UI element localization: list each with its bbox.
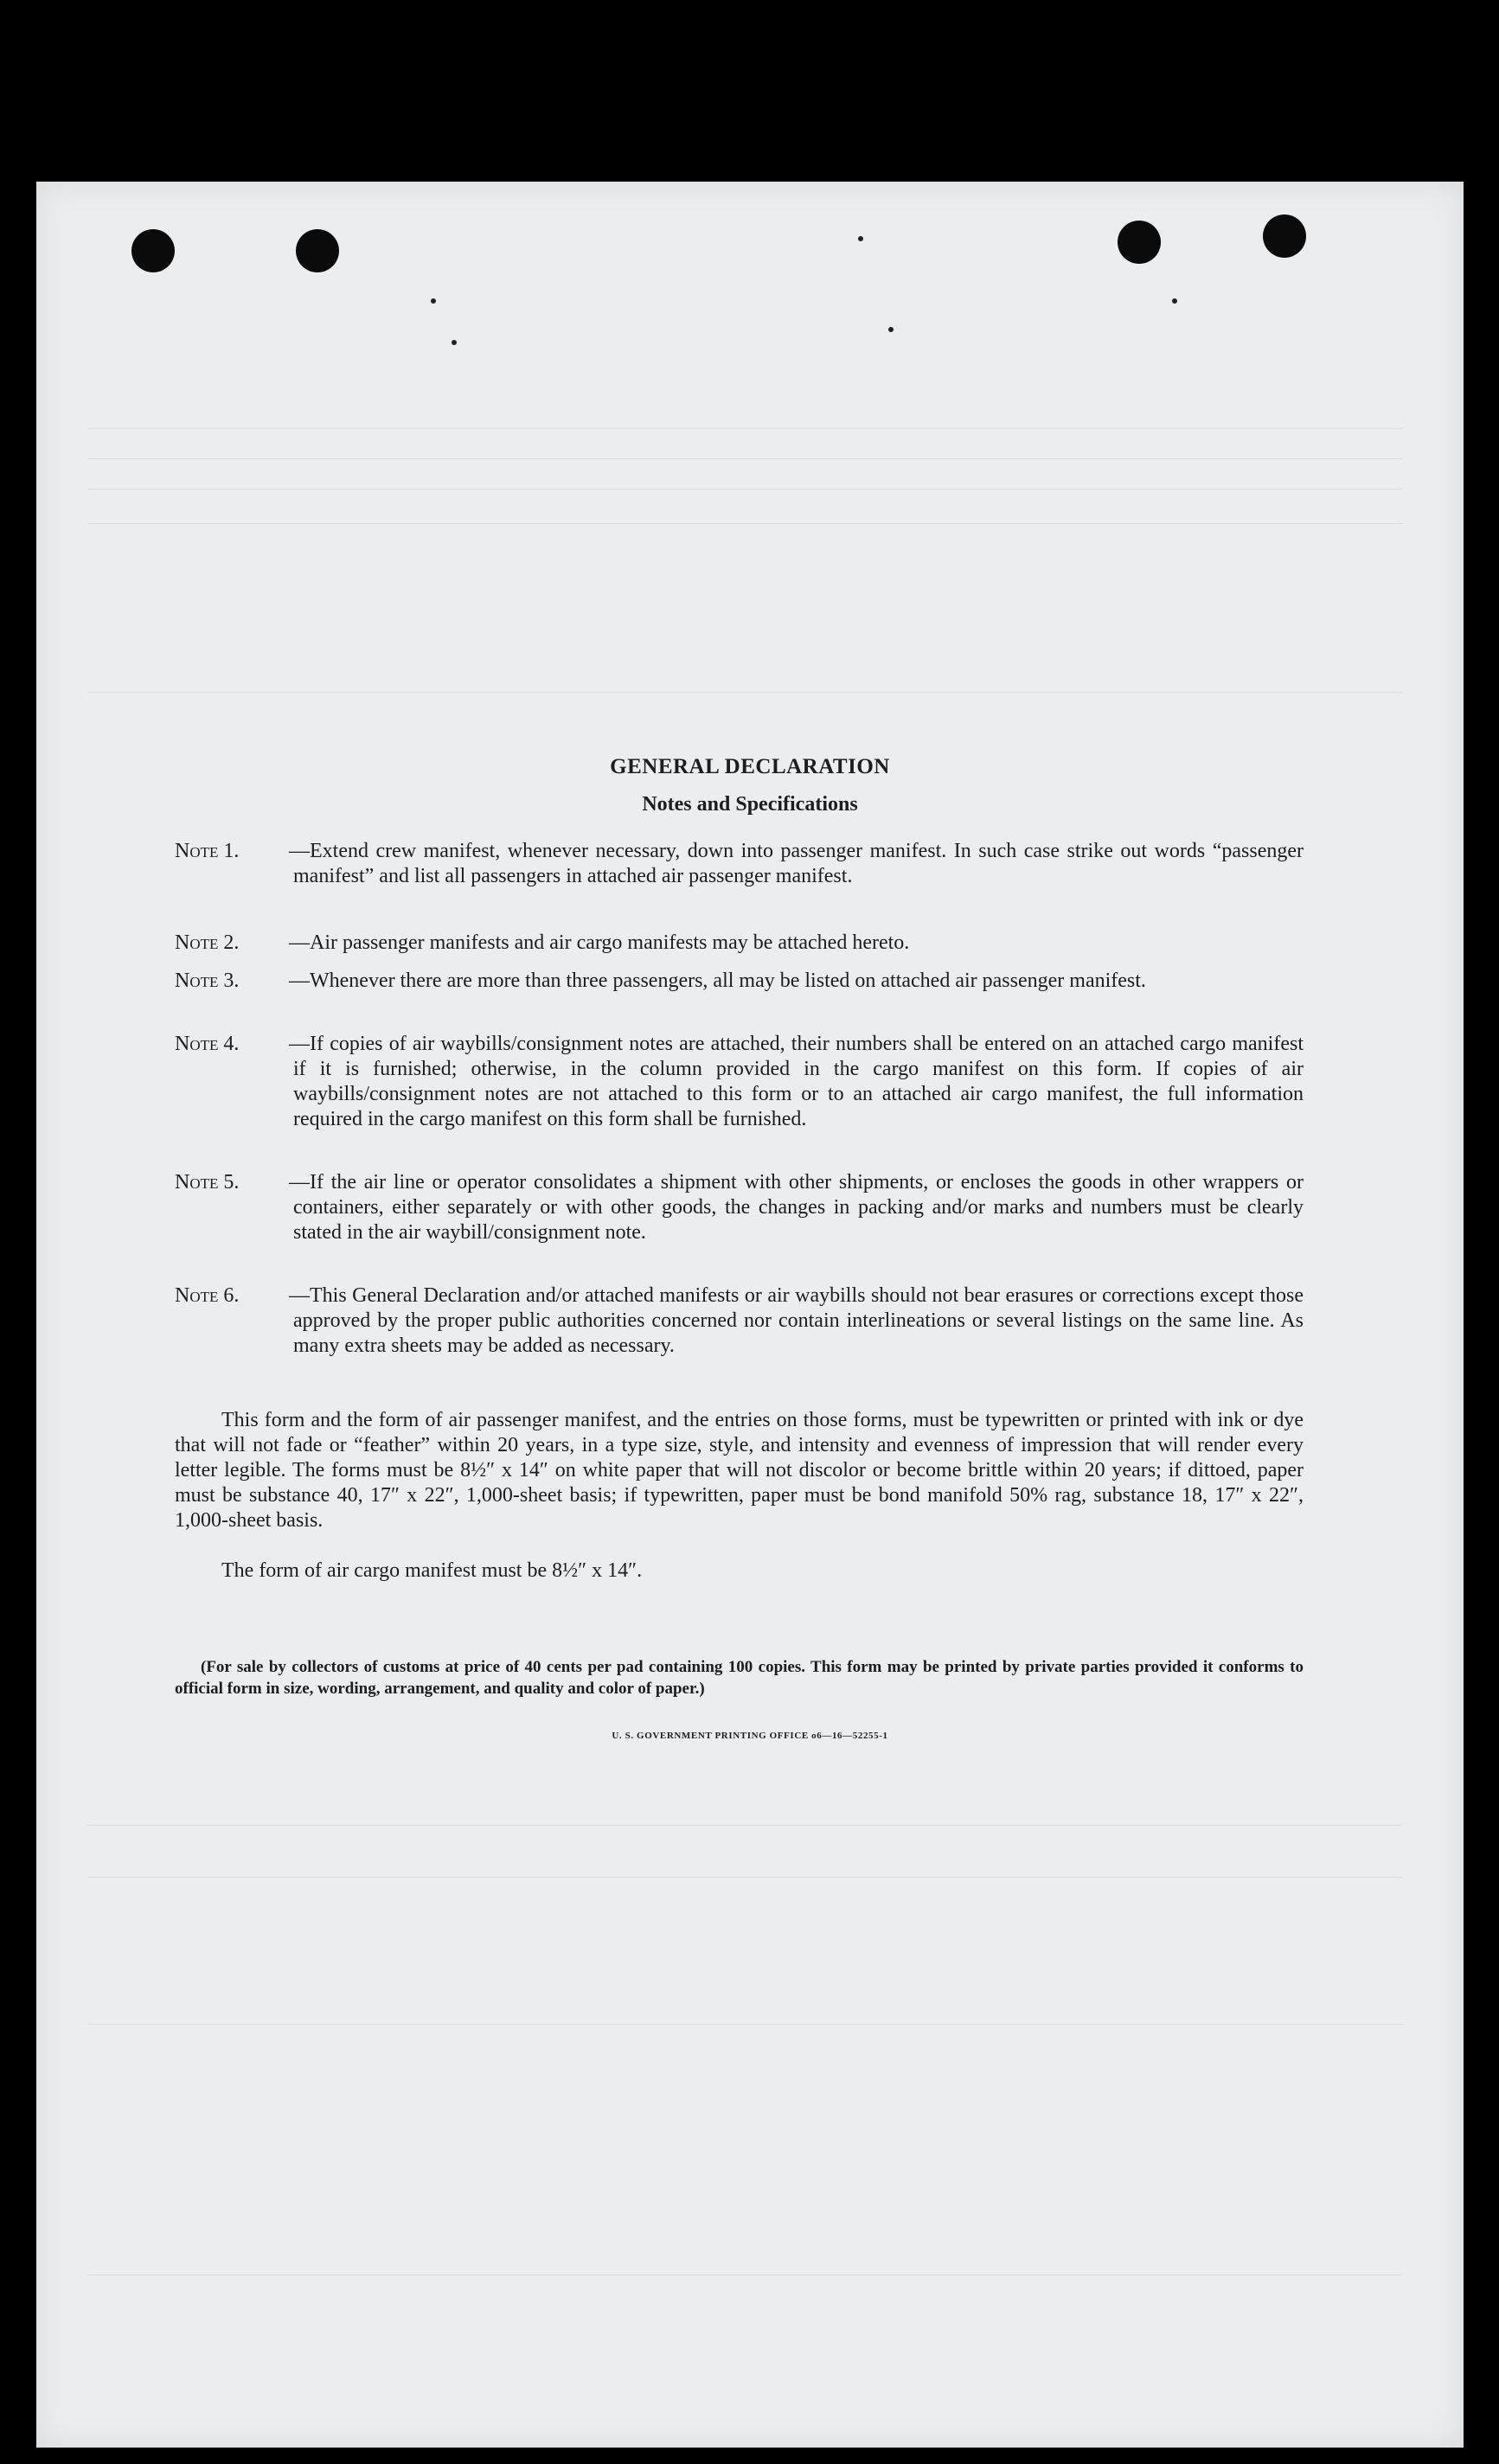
note-label: Note 3. <box>175 970 240 992</box>
note-text: —If the air line or operator consolidates a shipment with other shipments, or encloses the goods in other wrappers or containers, either separately or with other goods, the changes in packing and/or marks and numbers must be clearly stated in the air waybill/consignment note. <box>289 1171 1304 1244</box>
note-label: Note 1. <box>175 840 240 862</box>
note-text: —This General Declaration and/or attached manifests or air waybills should not bear erasures or corrections except those approved by the proper public authorities concerned nor contain interlineations or several listings on the same line. As many extra sheets may be added as necessary. <box>289 1284 1304 1357</box>
note-label: Note 6. <box>175 1284 240 1307</box>
note-label: Note 2. <box>175 931 240 954</box>
note-label: Note 4. <box>175 1033 240 1055</box>
note-text: —Extend crew manifest, whenever necessary, down into passenger manifest. In such case strike out words “passenger manifest” and list all passengers in attached air passenger manifest. <box>289 840 1304 887</box>
note-6 <box>175 1283 1304 1359</box>
sale-notice: (For sale by collectors of customs at price of 40 cents per pad containing 100 copies. This form may be printed by private parties provided it conforms to official form in size, wording, arrangement, and quality and color of paper.) <box>175 1658 1304 1698</box>
page-subtitle: Notes and Specifications <box>642 793 858 816</box>
printer-imprint: U. S. GOVERNMENT PRINTING OFFICE o6—16—52255-1 <box>612 1731 888 1741</box>
note-text: —Whenever there are more than three passengers, all may be listed on attached air passenger manifest. <box>289 970 1146 992</box>
document-sheet <box>36 182 1464 2448</box>
note-3 <box>175 969 1304 994</box>
note-5 <box>175 1170 1304 1245</box>
cargo-manifest-size: The form of air cargo manifest must be 8½″ x 14″. <box>221 1559 643 1582</box>
note-2 <box>175 931 1304 956</box>
note-1 <box>175 839 1304 889</box>
note-text: —Air passenger manifests and air cargo manifests may be attached hereto. <box>289 931 910 954</box>
note-label: Note 5. <box>175 1171 240 1194</box>
note-4 <box>175 1032 1304 1132</box>
note-text: —If copies of air waybills/consignment notes are attached, their numbers shall be entered on an attached cargo manifest if it is furnished; otherwise, in the column provided in the cargo manifest on this form. If copies of air waybills/consignment notes are not attached to this form or to an attached air cargo manifest, the full information required in the cargo manifest on this form shall be furnished. <box>289 1033 1304 1130</box>
notes-page <box>36 182 1464 2448</box>
form-specification-paragraph: This form and the form of air passenger manifest, and the entries on those forms, must be typewritten or printed with ink or dye that will not fade or “feather” within 20 years, in a type size, style, and intensity and evenness of impression that will render every letter legible. The forms must be 8½″ x 14″ on white paper that will not discolor or become brittle within 20 years; if dittoed, paper must be substance 40, 17″ x 22″, 1,000-sheet basis; if typewritten, paper must be bond manifold 50% rag, substance 18, 17″ x 22″, 1,000-sheet basis. <box>175 1409 1304 1532</box>
page-title: GENERAL DECLARATION <box>610 755 890 778</box>
